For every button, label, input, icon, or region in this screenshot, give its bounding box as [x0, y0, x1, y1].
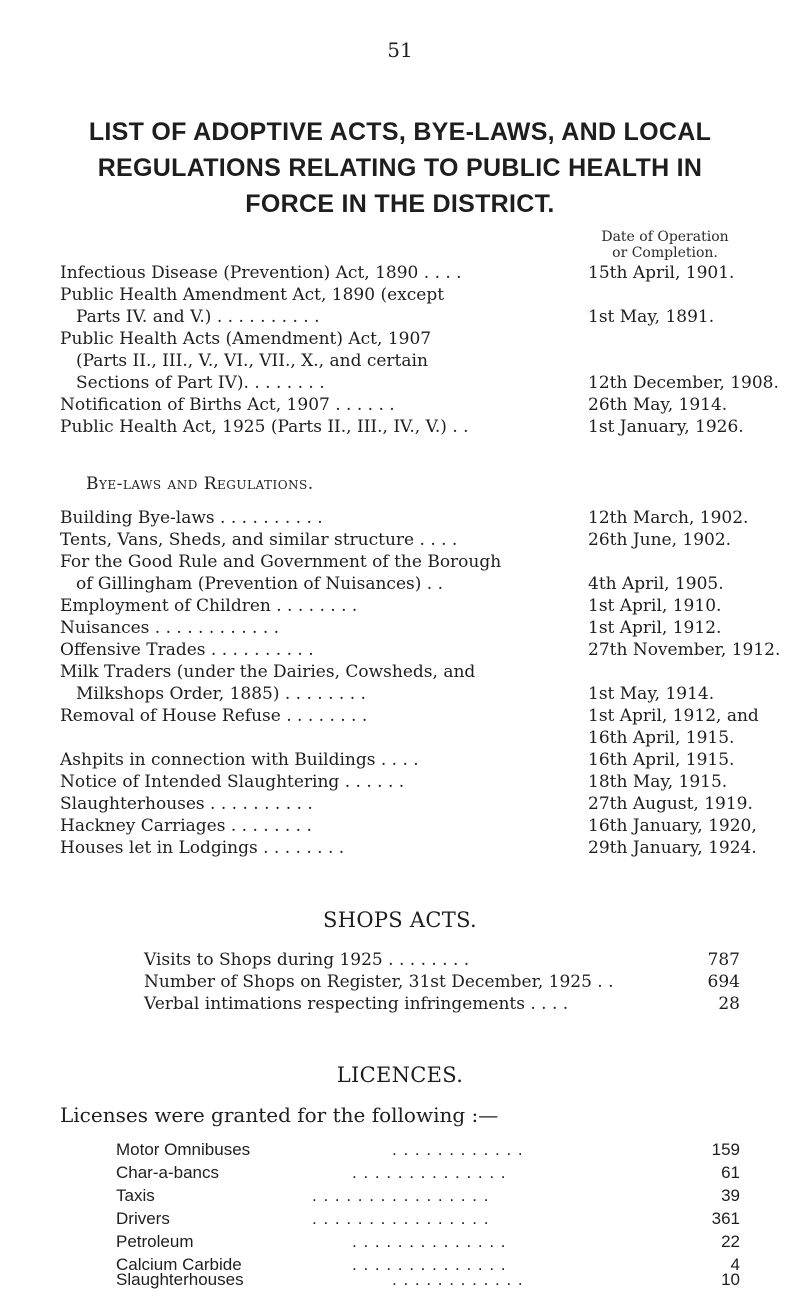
licence-row-value: 22 — [721, 1232, 740, 1251]
act-row-label: Parts IV. and V.) . . . . . . . . . . — [76, 307, 320, 327]
licence-row-leader: . . . . . . . . . . . . — [392, 1270, 524, 1289]
page-title-line-2: REGULATIONS RELATING TO PUBLIC HEALTH IN — [97, 154, 703, 182]
byelaw-row-date: 16th April, 1915. — [588, 728, 735, 748]
licence-row-leader: . . . . . . . . . . . . . . — [352, 1163, 507, 1182]
byelaw-row-date: 18th May, 1915. — [588, 772, 728, 792]
licence-row-leader: . . . . . . . . . . . . . . . . — [312, 1209, 490, 1228]
licence-row-value: 39 — [721, 1186, 740, 1205]
act-row-label: Public Health Acts (Amendment) Act, 1907 — [60, 329, 432, 349]
byelaw-row-label: Offensive Trades . . . . . . . . . . — [60, 640, 314, 660]
licence-row-leader: . . . . . . . . . . . . . . . . — [312, 1186, 490, 1205]
date-column-header-sub: or Completion. — [612, 245, 718, 261]
licence-row-leader: . . . . . . . . . . . . — [392, 1140, 524, 1159]
licence-row-value: 10 — [721, 1270, 740, 1289]
act-row-label: Notification of Births Act, 1907 . . . . . . — [60, 395, 395, 415]
act-row-label: Public Health Act, 1925 (Parts II., III., IV., V.) . . — [60, 417, 469, 437]
byelaw-row-date: 27th November, 1912. — [588, 640, 781, 660]
byelaw-row-date: 1st April, 1912. — [588, 618, 722, 638]
byelaw-row-label: of Gillingham (Prevention of Nuisances) . . — [76, 574, 443, 594]
shops-row-value: 28 — [718, 994, 740, 1014]
page-title-line-3: FORCE IN THE DISTRICT. — [245, 190, 555, 218]
licences-intro: Licenses were granted for the following :— — [60, 1103, 499, 1127]
byelaw-row-date: 1st May, 1914. — [588, 684, 715, 704]
byelaw-row-label: Nuisances . . . . . . . . . . . . — [60, 618, 280, 638]
byelaw-row-date: 1st April, 1910. — [588, 596, 722, 616]
byelaw-row-label: Hackney Carriages . . . . . . . . — [60, 816, 312, 836]
act-row-date: 1st May, 1891. — [588, 307, 715, 327]
licence-row-label: Taxis — [116, 1186, 155, 1205]
licence-row-label: Motor Omnibuses — [116, 1140, 251, 1159]
licence-row-label: Calcium Carbide — [116, 1255, 242, 1274]
licence-row-label: Char-a-bancs — [116, 1163, 219, 1182]
byelaw-row-label: Slaughterhouses . . . . . . . . . . — [60, 794, 313, 814]
act-row-label: Infectious Disease (Prevention) Act, 1890 . . . . — [60, 263, 462, 283]
byelaw-row-label: Notice of Intended Slaughtering . . . . . . — [60, 772, 405, 792]
byelaw-row-date: 16th April, 1915. — [588, 750, 735, 770]
page-number: 51 — [387, 38, 413, 62]
shops-row-label: Visits to Shops during 1925 . . . . . . . . — [144, 950, 470, 970]
act-row-label: Public Health Amendment Act, 1890 (except — [60, 285, 445, 305]
licence-row-value: 61 — [721, 1163, 740, 1182]
shops-heading: SHOPS ACTS. — [323, 908, 477, 932]
byelaw-row-date: 12th March, 1902. — [588, 508, 749, 528]
byelaw-row-label: Employment of Children . . . . . . . . — [60, 596, 358, 616]
byelaw-row-date: 4th April, 1905. — [588, 574, 724, 594]
shops-row-label: Number of Shops on Register, 31st December, 1925 . . — [144, 972, 614, 992]
byelaw-row-label: Milkshops Order, 1885) . . . . . . . . — [76, 684, 366, 704]
byelaw-row-date: 26th June, 1902. — [588, 530, 732, 550]
byelaw-row-label: Milk Traders (under the Dairies, Cowsheds, and — [60, 662, 476, 682]
byelaw-row-label: Houses let in Lodgings . . . . . . . . — [60, 838, 345, 858]
licence-row-leader: . . . . . . . . . . . . . . — [352, 1232, 507, 1251]
byelaws-heading: Bye-laws and Regulations. — [86, 474, 314, 494]
byelaw-row-label: Ashpits in connection with Buildings . . . . — [60, 750, 419, 770]
byelaw-row-label: Building Bye-laws . . . . . . . . . . — [60, 508, 323, 528]
byelaw-row-date: 16th January, 1920, — [588, 816, 757, 836]
act-row-label: (Parts II., III., V., VI., VII., X., and certain — [76, 351, 428, 371]
page-title-line-1: LIST OF ADOPTIVE ACTS, BYE-LAWS, AND LOCAL — [88, 118, 712, 146]
licence-row-value: 4 — [730, 1255, 740, 1274]
act-row-date: 12th December, 1908. — [588, 373, 779, 393]
act-row-date: 15th April, 1901. — [588, 263, 735, 283]
licence-row-value: 361 — [711, 1209, 740, 1228]
byelaw-row-date: 29th January, 1924. — [588, 838, 757, 858]
byelaw-row-date: 1st April, 1912, and — [588, 706, 759, 726]
act-row-date: 26th May, 1914. — [588, 395, 728, 415]
shops-row-value: 787 — [707, 950, 740, 970]
licence-row-label: Petroleum — [116, 1232, 194, 1251]
licences-heading: LICENCES. — [336, 1063, 464, 1087]
byelaw-row-label: Removal of House Refuse . . . . . . . . — [60, 706, 368, 726]
licence-row-label: Slaughterhouses — [116, 1270, 244, 1289]
shops-row-value: 694 — [707, 972, 740, 992]
act-row-date: 1st January, 1926. — [588, 417, 744, 437]
shops-row-label: Verbal intimations respecting infringements . . . . — [144, 994, 569, 1014]
licence-row-label: Drivers — [116, 1209, 170, 1228]
date-column-header: Date of Operation — [601, 229, 729, 245]
byelaw-row-label: Tents, Vans, Sheds, and similar structure . . . . — [60, 530, 458, 550]
licence-row-leader: . . . . . . . . . . . . . . — [352, 1255, 507, 1274]
licence-row-value: 159 — [711, 1140, 740, 1159]
act-row-label: Sections of Part IV). . . . . . . . — [76, 373, 325, 393]
byelaw-row-date: 27th August, 1919. — [588, 794, 753, 814]
byelaw-row-label: For the Good Rule and Government of the Borough — [60, 552, 502, 572]
